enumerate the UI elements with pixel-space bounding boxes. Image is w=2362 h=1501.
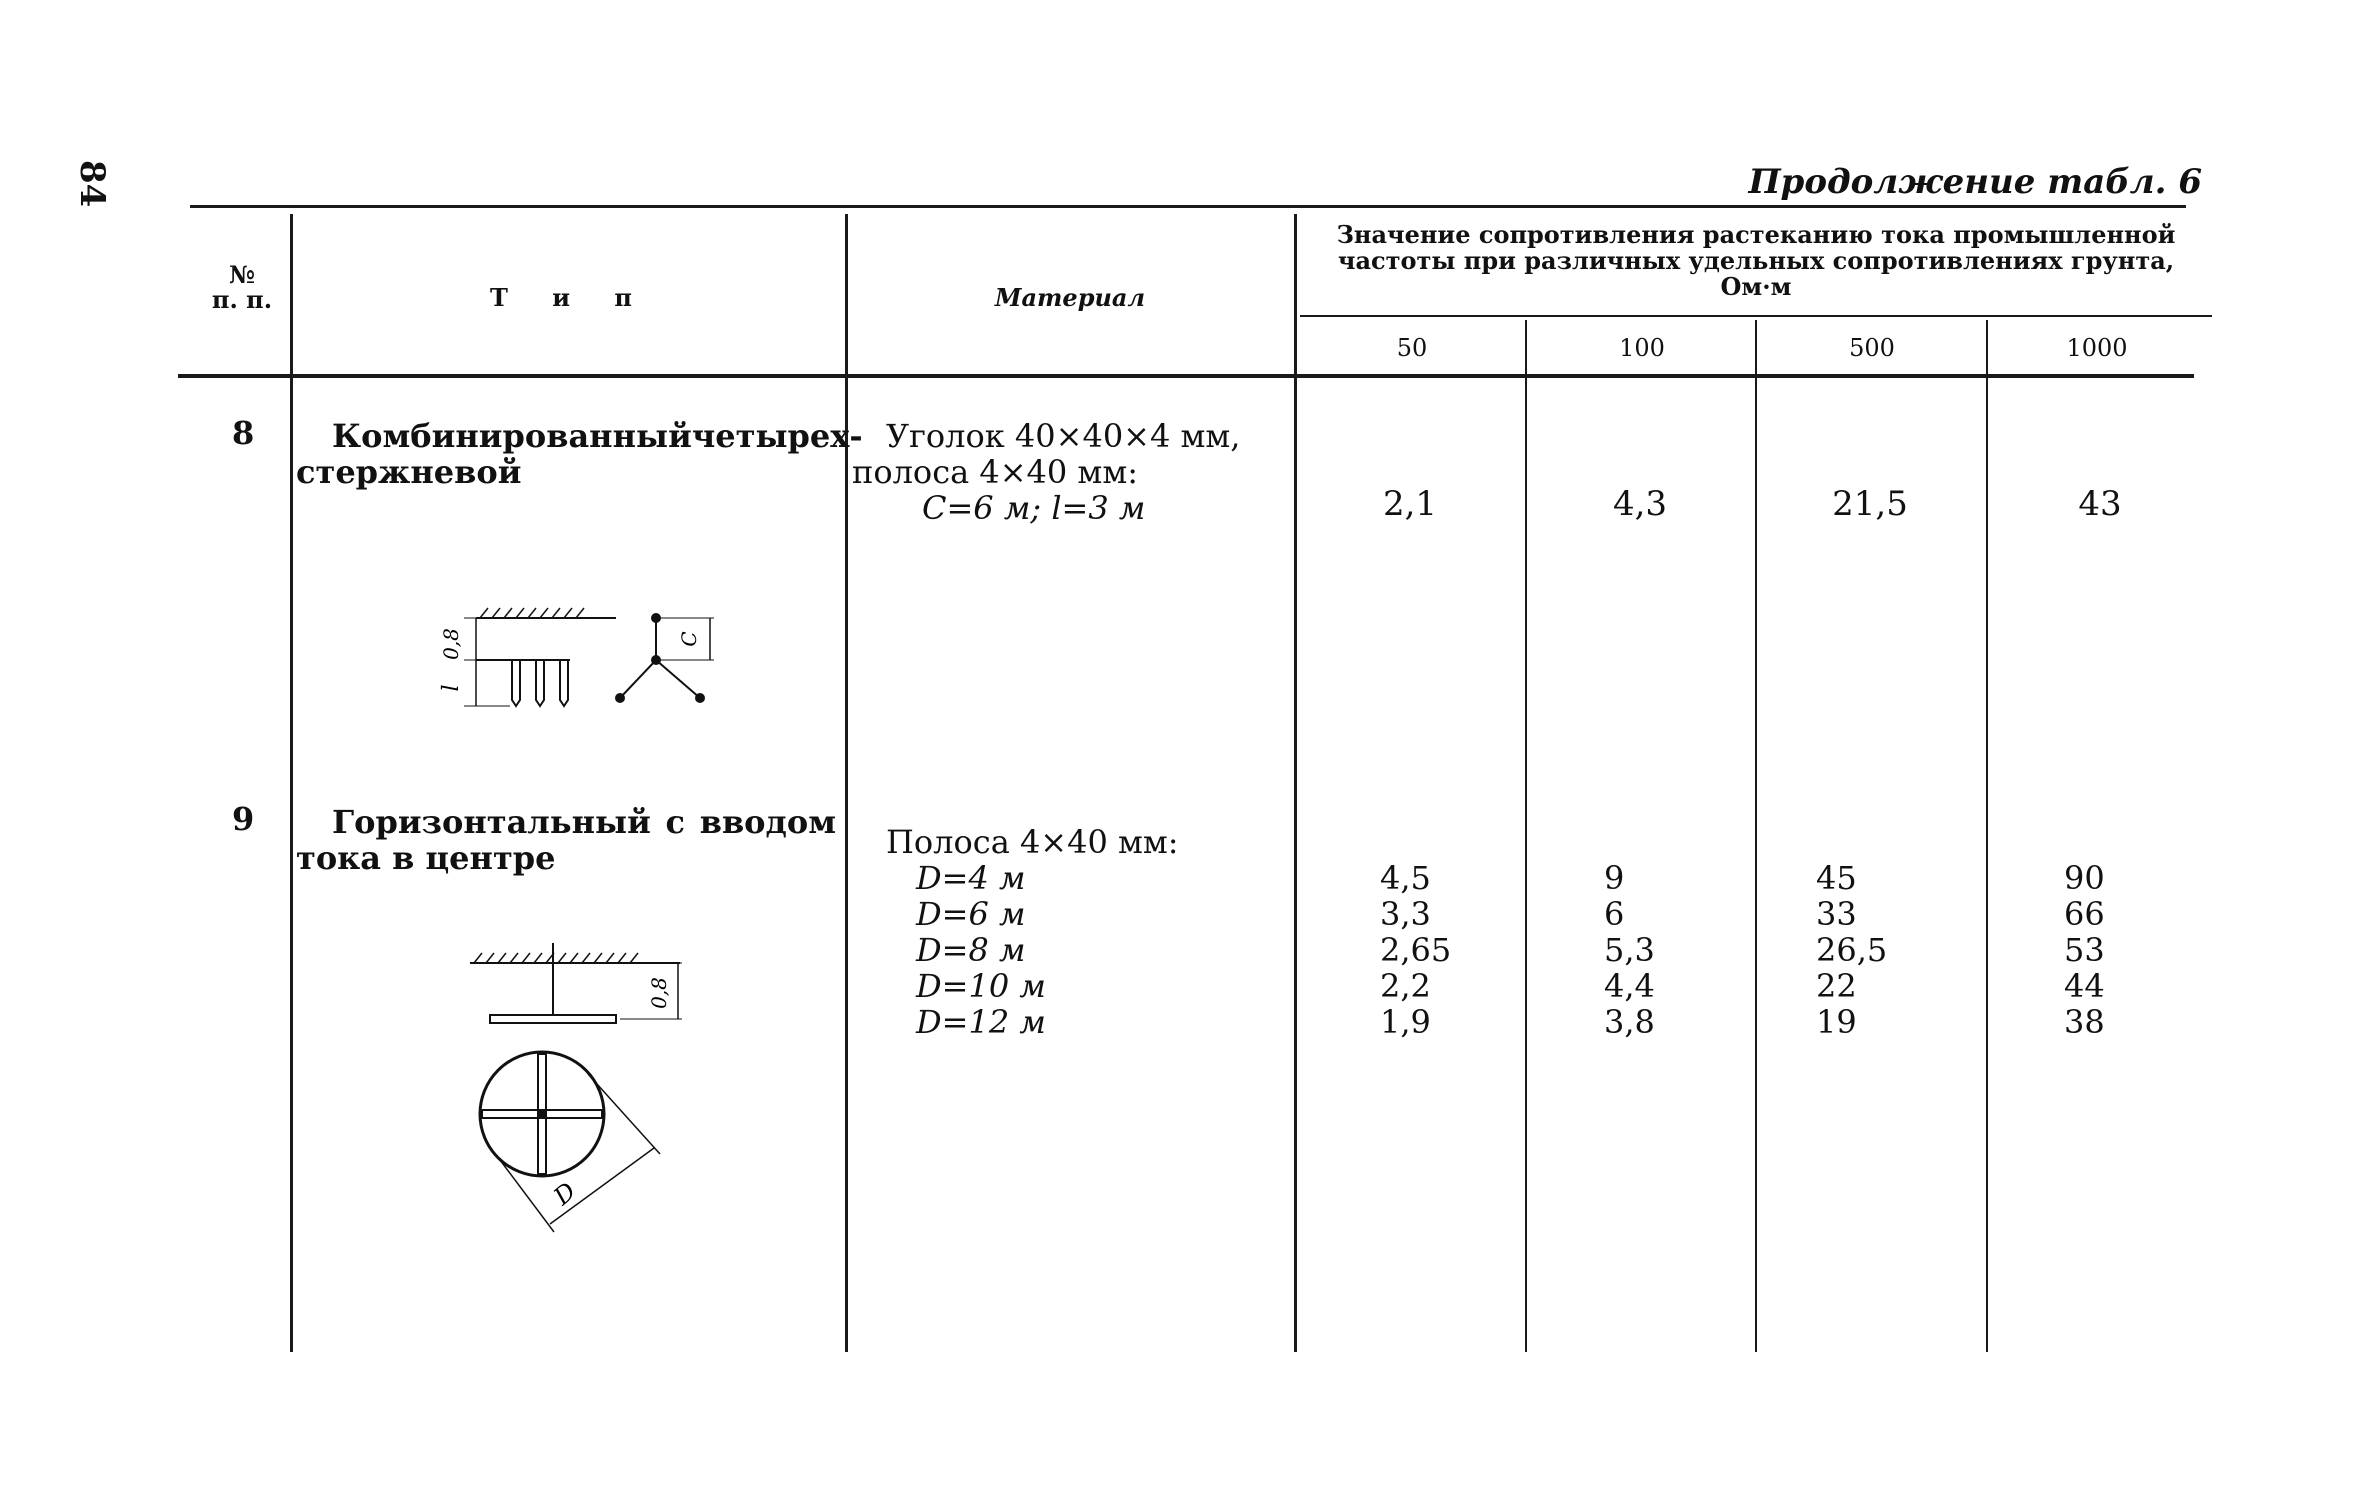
col-divider-100 [1755,320,1757,1352]
col-divider-type [845,214,848,1352]
row-9-type-word3: вводом [699,803,836,841]
page-number: 84 [72,160,112,208]
header-col-1000: 1000 [2066,334,2128,362]
row-9-1000-D4: 90 [2064,859,2105,897]
row-8-material [852,418,1240,526]
row-9-material-D8: D=8 м [916,931,1026,969]
row-9-type-word2: с [665,803,685,841]
row-8-value-1000: 43 [2078,484,2122,524]
row-8-value-50: 2,1 [1382,484,1438,524]
row-8-value-100: 4,3 [1612,484,1668,524]
row-8-depth-label: 0,8 [439,628,463,660]
row-9-500-D12: 19 [1816,1003,1857,1041]
row-9-type-word1: Горизонтальный [332,803,651,841]
row-9-diameter-label: D [548,1176,582,1211]
table-continuation-caption: Продолжение табл. 6 [1748,162,2202,202]
col-divider-50 [1525,320,1527,1352]
col-divider-500 [1986,320,1988,1352]
row-8-material-line1: Уголок 40×40×4 мм, [886,417,1241,455]
row-9-50-D4: 4,5 [1380,859,1431,897]
row-9-100-D6: 6 [1604,895,1625,933]
row-9-side-view-diagram [460,935,700,1035]
row-9-material-D6: D=6 м [916,895,1026,933]
header-col-500: 500 [1849,334,1895,362]
row-9-values-50 [1380,860,1451,1040]
col-divider-num [290,214,293,1352]
row-9-500-D4: 45 [1816,859,1857,897]
header-group-line1: Значение сопротивления растеканию тока промышленной [1336,220,2176,249]
row-9-500-D10: 22 [1816,967,1857,1005]
col-divider-material [1294,214,1297,1352]
row-9-500-D8: 26,5 [1816,931,1888,969]
row-9-type-line2: тока в центре [296,839,556,877]
row-9-number: 9 [232,800,255,838]
row-9-1000-D6: 66 [2064,895,2105,933]
row-9-500-D6: 33 [1816,895,1857,933]
row-8-material-line2: полоса 4×40 мм: [852,453,1138,491]
row-9-values-100 [1604,860,1655,1040]
header-num: № п. п. [211,260,273,315]
row-9-100-D12: 3,8 [1604,1003,1655,1041]
row-8-material-line3: C=6 м; l=3 м [922,489,1146,527]
header-col-50: 50 [1396,334,1428,362]
table-top-rule [190,205,2186,208]
header-group-line2: частоты при различных удельных сопротивлениях грунта, [1337,246,2175,275]
row-9-depth-label: 0,8 [647,977,671,1009]
header-type: Т и п [490,283,650,312]
row-9-material-line1: Полоса 4×40 мм: [886,823,1179,861]
row-8-spacing-label: C [677,631,701,647]
row-8-length-label: l [439,684,464,692]
header-group-line3: Ом·м [1720,272,1792,301]
row-9-values-1000 [2064,860,2105,1040]
row-9-50-D6: 3,3 [1380,895,1431,933]
row-9-100-D4: 9 [1604,859,1625,897]
row-9-1000-D10: 44 [2064,967,2105,1005]
row-8-type-word1: Комбинированный [332,417,692,455]
row-9-material-D4: D=4 м [916,859,1026,897]
row-9-values-500 [1816,860,1887,1040]
row-9-1000-D8: 53 [2064,931,2105,969]
row-9-100-D8: 5,3 [1604,931,1655,969]
row-9-plan-view-diagram [470,1040,710,1240]
row-8-plan-view-diagram [600,600,720,710]
header-bottom-rule [178,374,2194,378]
header-col-100: 100 [1619,334,1665,362]
row-9-material-D10: D=10 м [916,967,1046,1005]
row-9-1000-D12: 38 [2064,1003,2105,1041]
row-9-50-D10: 2,2 [1380,967,1431,1005]
row-9-100-D10: 4,4 [1604,967,1655,1005]
row-8-side-view-diagram [420,600,620,720]
row-8-type [296,417,863,491]
row-9-type [296,804,836,876]
group-header-rule [1300,315,2212,317]
row-9-50-D12: 1,9 [1380,1003,1431,1041]
row-8-value-500: 21,5 [1832,484,1908,524]
row-9-material [886,824,1179,1040]
row-8-type-word2: четырех- [691,417,863,455]
row-9-material-D12: D=12 м [916,1003,1046,1041]
row-8-type-line2: стержневой [296,453,522,491]
row-8-number: 8 [232,414,255,452]
header-material: Материал [994,283,1146,312]
row-9-50-D8: 2,65 [1380,931,1452,969]
